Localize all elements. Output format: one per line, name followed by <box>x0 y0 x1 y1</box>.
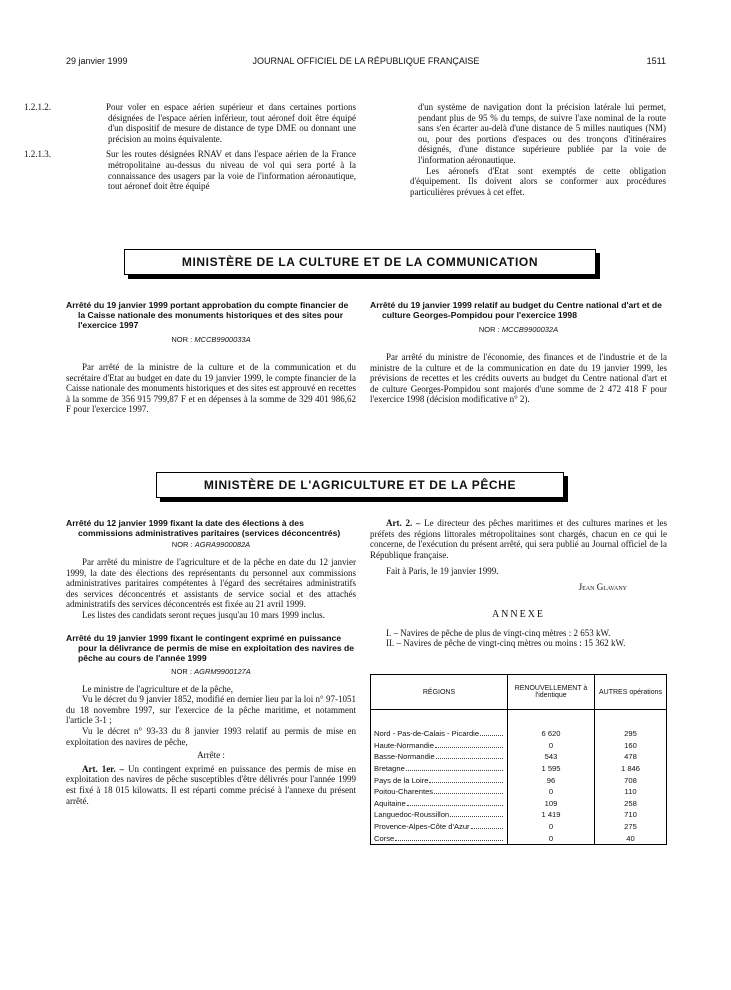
region-cell <box>371 763 508 775</box>
culture-right-column <box>370 300 667 405</box>
paragraph: Vu le décret n° 93-33 du 8 janvier 1993 relatif au permis de mise en exploitation des navires de pêche, <box>66 725 356 747</box>
region-name: Bretagne <box>374 764 405 774</box>
table-row <box>371 786 667 798</box>
decree-body: Les listes des candidats seront reçues jusqu'au 10 mars 1999 inclus. <box>82 609 325 620</box>
table-row <box>371 710 667 740</box>
renewal-cell: 0 <box>508 821 595 833</box>
renewal-cell: 0 <box>508 786 595 798</box>
nor-code: MCCB9900032A <box>501 325 559 334</box>
fait-line: Fait à Paris, le 19 janvier 1999. <box>386 566 499 577</box>
other-cell: 708 <box>595 774 667 786</box>
decree-title: Arrêté du 12 janvier 1999 fixant la date des élections à des commissions administratives paritaires (services déconcentrés) <box>66 518 341 538</box>
renewal-cell: 0 <box>508 740 595 752</box>
table-row <box>371 774 667 786</box>
nor-label: NOR : <box>171 666 193 676</box>
nor-reference <box>66 667 356 676</box>
paragraph: Vu le décret du 9 janvier 1852, modifié en dernier lieu par la loi n° 97-1051 du 18 novembre 1997, sur l'exercice de la pêche maritime, et notamment l'article 3-1 ; <box>66 694 356 726</box>
nor-code: AGRM9900127A <box>194 666 251 676</box>
other-cell: 295 <box>595 710 667 740</box>
column-header: RÉGIONS <box>371 675 508 710</box>
item-1-2-1-2 <box>24 102 356 144</box>
region-cell <box>371 798 508 810</box>
article-label: Art. 1er. – <box>82 763 125 774</box>
region-name: Aquitaine <box>374 798 406 808</box>
region-cell <box>371 786 508 798</box>
column-header: RENOUVELLEMENT à l'identique <box>508 675 595 710</box>
decree-title: Arrêté du 19 janvier 1999 relatif au budget du Centre national d'art et de culture Georges-Pompidou pour l'exercice 1998 <box>370 300 662 320</box>
region-name: Nord - Pas-de-Calais - Picardie <box>374 729 480 739</box>
region-cell <box>371 740 508 752</box>
renewal-cell: 543 <box>508 751 595 763</box>
nor-label: NOR : <box>478 325 500 334</box>
item-number: 1.2.1.3. <box>24 149 51 160</box>
other-cell: 258 <box>595 798 667 810</box>
region-name: Languedoc-Roussillon <box>374 810 450 820</box>
paragraph: d'un système de navigation dont la précision latérale lui permet, pendant plus de 95 % du temps, de suivre l'axe nominal de la route sans s'en écarter au-delà d'une distance de 5 milles nautiques (NM) ou, pour des portions d'espaces ou des tronçons d'itinéraires désignés, d'une distance supérieure publiée par la voie de l'information aéronautique. <box>418 102 666 165</box>
other-cell: 110 <box>595 786 667 798</box>
article-1 <box>66 764 356 806</box>
table-header-row <box>371 675 667 710</box>
item-text: Pour voler en espace aérien supérieur et dans certaines portions désignées de l'espace aérien inférieur, tout aéronef doit être équipé d'un dispositif de mesure de distance de type DME ou donnant une précision au moins équivalente. <box>106 102 356 144</box>
nor-label: NOR : <box>171 540 193 549</box>
paragraph: Le ministre de l'agriculture et de la pêche, <box>82 683 234 694</box>
item-number: 1.2.1.2. <box>24 102 51 112</box>
region-cell <box>371 821 508 833</box>
other-cell: 710 <box>595 809 667 821</box>
region-name: Pays de la Loire <box>374 775 429 785</box>
renewal-cell: 1 419 <box>508 809 595 821</box>
nor-reference <box>66 335 356 344</box>
decree-body: Par arrêté du ministre de l'agriculture et de la pêche en date du 12 janvier 1999, la date des élections des représentants du personnel aux commissions administratives paritaires compétentes à l'égard des secrétaires administratifs des services déconcentrés et assistants de service social et des attachés administratifs des services déconcentrés est fixée au 21 avril 1999. <box>66 557 356 610</box>
page-header <box>66 56 666 68</box>
article-label: Art. 2. – <box>386 518 421 528</box>
region-cell <box>371 832 508 844</box>
nor-reference <box>66 540 356 549</box>
article-2 <box>370 518 667 560</box>
culture-left-column <box>66 300 356 415</box>
renewal-cell: 6 620 <box>508 710 595 740</box>
article-text: Le directeur des pêches maritimes et des cultures marines et les préfets des régions littorales métropolitaines sont chargés, chacun en ce qui le concerne, de l'exécution du présent arrêté, qui sera publié au Journal officiel de la République française. <box>370 518 667 560</box>
renewal-cell: 96 <box>508 774 595 786</box>
nor-label: NOR : <box>171 335 193 344</box>
other-cell: 40 <box>595 832 667 844</box>
other-cell: 275 <box>595 821 667 833</box>
table-row <box>371 740 667 752</box>
renewal-cell: 1 595 <box>508 763 595 775</box>
renewal-cell: 109 <box>508 798 595 810</box>
decree-title: Arrêté du 19 janvier 1999 fixant le contingent exprimé en puissance pour la délivrance de permis de mise en exploitation des navires de pêche au cours de l'année 1999 <box>66 632 355 663</box>
header-journal-title: JOURNAL OFFICIEL DE LA RÉPUBLIQUE FRANÇAISE <box>252 56 480 66</box>
paragraph: Les aéronefs d'Etat sont exemptés de cette obligation d'équipement. Ils doivent alors se conformer aux procédures particulières prévues à cet effet. <box>410 165 666 197</box>
article-text: Un contingent exprimé en puissance des permis de mise en exploitation des navires de pêche susceptibles d'être délivrés pour l'année 1999 est fixé à 18 015 kilowatts. Il est réparti comme précisé à l'annexe du présent arrêté. <box>66 763 356 806</box>
table-row <box>371 821 667 833</box>
ministry-banner-culture: MINISTÈRE DE LA CULTURE ET DE LA COMMUNICATION <box>124 249 596 275</box>
header-page-number: 1511 <box>646 56 666 66</box>
top-left-column <box>24 102 356 192</box>
decree-body: Par arrêté du ministre de l'économie, des finances et de l'industrie et de la ministre de la culture et de la communication en date du 19 janvier 1999, les prévisions de recettes et les crédits ouverts au budget du Centre national d'art et de culture Georges-Pompidou sont majorés d'une somme de 2 472 418 F pour l'exercice 1998 (décision modificative n° 2). <box>370 352 667 405</box>
other-cell: 478 <box>595 751 667 763</box>
region-cell <box>371 809 508 821</box>
agriculture-left-column <box>66 518 356 806</box>
item-1-2-1-3 <box>24 149 356 192</box>
item-text: Sur les routes désignées RNAV et dans l'espace aérien de la France métropolitaine au-dessus du niveau de vol qui sera porté à la connaissance des usagers par la voie de l'information aéronautique, tout aéronef doit être équipé <box>106 149 356 192</box>
region-name: Provence-Alpes-Côte d'Azur <box>374 822 470 832</box>
table-row <box>371 832 667 844</box>
region-cell <box>371 774 508 786</box>
annexe-line: II. – Navires de pêche de vingt-cinq mètres ou moins : 15 362 kW. <box>386 638 626 649</box>
table-row <box>371 751 667 763</box>
nor-code: AGRA9900082A <box>194 540 251 549</box>
other-cell: 160 <box>595 740 667 752</box>
ministry-banner-agriculture: MINISTÈRE DE L'AGRICULTURE ET DE LA PÊCHE <box>156 472 564 498</box>
annexe-line: I. – Navires de pêche de plus de vingt-cinq mètres : 2 653 kW. <box>386 627 611 638</box>
regions-table <box>370 674 667 845</box>
other-cell: 1 846 <box>595 763 667 775</box>
header-date: 29 janvier 1999 <box>66 56 128 66</box>
region-cell <box>371 751 508 763</box>
arrete-label: Arrête : <box>197 750 225 761</box>
annexe-heading: ANNEXE <box>491 608 546 620</box>
signature: Jean Glavany <box>578 581 627 592</box>
region-name: Corse <box>374 833 395 843</box>
top-right-column <box>410 102 666 197</box>
region-name: Poitou-Charentes <box>374 787 434 797</box>
nor-code: MCCB9900033A <box>194 335 251 344</box>
table-row <box>371 763 667 775</box>
region-cell <box>371 710 508 740</box>
decree-title: Arrêté du 19 janvier 1999 portant approbation du compte financier de la Caisse nationale des monuments historiques et des sites pour l'exercice 1997 <box>66 300 349 330</box>
agriculture-right-column <box>370 518 667 649</box>
table-row <box>371 798 667 810</box>
region-name: Basse-Normandie <box>374 752 435 762</box>
decree-body: Par arrêté de la ministre de la culture et de la communication et du secrétaire d'Etat au budget en date du 19 janvier 1999, le compte financier de la Caisse nationale des monuments historiques et des sites est approuvé en recettes à la somme de 356 915 799,87 F et en dépenses à la somme de 329 401 986,62 F pour l'exercice 1997. <box>66 362 356 415</box>
column-header: AUTRES opérations <box>595 675 667 710</box>
table-row <box>371 809 667 821</box>
renewal-cell: 0 <box>508 832 595 844</box>
nor-reference <box>370 325 667 334</box>
region-name: Haute-Normandie <box>374 740 434 750</box>
